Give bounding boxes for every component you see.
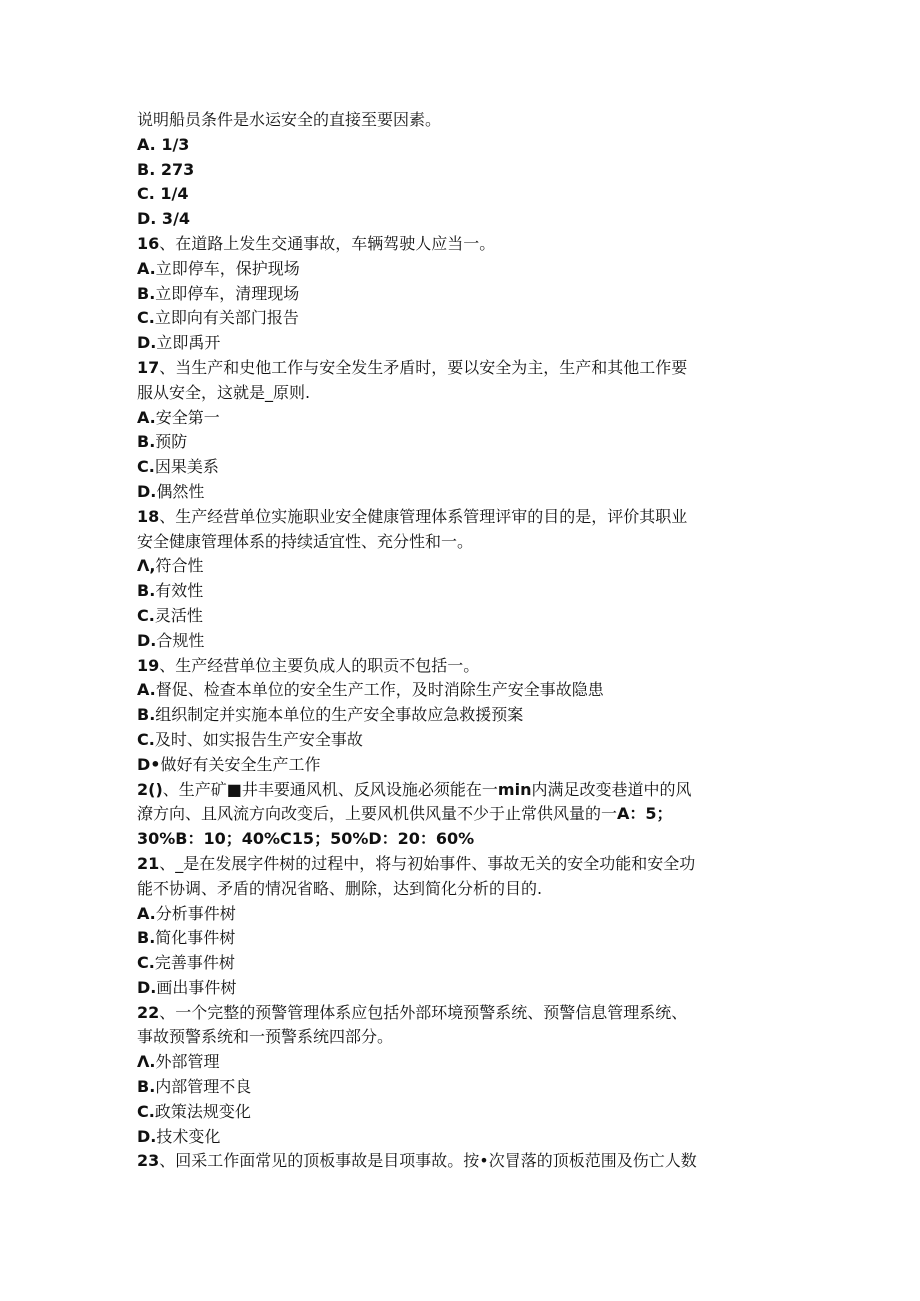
text-run: 偶然性: [156, 481, 205, 501]
text-line: [137, 852, 787, 877]
text-line: [137, 728, 787, 753]
text-line: [137, 1001, 787, 1026]
text-line: [137, 108, 787, 133]
text-line: [137, 505, 787, 530]
text-run: B.: [137, 1077, 156, 1097]
text-run: A.: [137, 680, 156, 700]
text-run: 安全第一: [155, 407, 220, 427]
text-line: [137, 1100, 787, 1125]
text-run: D.: [137, 977, 157, 997]
text-line: [137, 530, 787, 555]
text-run: D.: [137, 481, 157, 501]
text-run: 能不协调、矛盾的情况省略、删除，达到简化分析的目的.: [137, 878, 543, 898]
text-run: 完善事件树: [154, 953, 235, 973]
text-line: [137, 331, 787, 356]
text-run: 外部管理: [155, 1052, 220, 1072]
text-run: 安全健康管理体系的持续适宜性、充分性和一。: [137, 531, 474, 551]
text-run: 预防: [155, 432, 188, 452]
text-run: 技术变化: [156, 1126, 221, 1146]
text-line: [137, 877, 787, 902]
text-run: 服从安全，这就是_原则.: [137, 382, 311, 402]
text-run: A.: [137, 903, 156, 923]
text-run: B.: [137, 283, 156, 303]
text-run: 政策法规变化: [154, 1101, 251, 1121]
text-run: 、生产经营单位主要负成人的职贡不包括一。: [159, 655, 480, 675]
text-run: 17: [137, 357, 160, 377]
text-line: [137, 753, 787, 778]
text-run: 立即停车，保护现场: [155, 258, 300, 278]
text-line: [137, 579, 787, 604]
text-run: 21: [137, 853, 160, 873]
text-run: 、当生产和史他工作与安全发生矛盾时，要以安全为主，生产和其他工作要: [159, 357, 688, 377]
text-line: [137, 133, 787, 158]
text-line: [137, 1125, 787, 1150]
text-run: 说明船员条件是水运安全的直接至要因素。: [137, 110, 442, 129]
text-run: 井丰要通风机、反风设施必须能在一: [241, 779, 498, 799]
text-run: D. 3/4: [137, 209, 191, 229]
text-run: 分析事件树: [155, 903, 236, 923]
text-line: [137, 282, 787, 307]
text-run: C.: [137, 729, 155, 749]
text-line: [137, 356, 787, 381]
text-run: B. 273: [137, 159, 195, 179]
text-run: B.: [137, 928, 156, 948]
text-run: ■: [226, 779, 242, 799]
text-run: 、生产矿: [162, 779, 227, 799]
text-run: B.: [137, 705, 156, 725]
text-line: [137, 926, 787, 951]
text-line: [137, 1025, 787, 1050]
text-run: 立即向有关部门报告: [154, 308, 299, 328]
text-run: 事故预警系统和一预警系统四部分。: [137, 1027, 394, 1047]
text-run: C.: [137, 457, 155, 477]
text-run: 内满足改变巷道中的风: [531, 779, 692, 799]
text-run: 16: [137, 233, 160, 253]
text-line: [137, 480, 787, 505]
text-run: 符合性: [155, 556, 204, 576]
text-line: [137, 1050, 787, 1075]
text-line: [137, 1075, 787, 1100]
text-run: min: [497, 779, 532, 799]
text-run: 22: [137, 1002, 160, 1022]
text-run: 因果美系: [154, 457, 219, 477]
document-page: [137, 108, 787, 1174]
text-line: [137, 951, 787, 976]
text-line: [137, 406, 787, 431]
text-line: [137, 158, 787, 183]
text-line: [137, 802, 787, 827]
text-run: 30%B：10；40%C15；50%D：20：60%: [137, 829, 475, 849]
text-line: [137, 778, 787, 803]
text-line: [137, 455, 787, 480]
text-line: [137, 902, 787, 927]
text-line: [137, 703, 787, 728]
text-run: 19: [137, 655, 160, 675]
text-run: A.: [137, 258, 156, 278]
text-line: [137, 430, 787, 455]
text-line: [137, 827, 787, 852]
text-run: 做好有关安全生产工作: [160, 754, 321, 774]
text-run: 组织制定并实施本单位的生产安全事故应急救援预案: [155, 705, 524, 725]
text-run: 及时、如实报告生产安全事故: [154, 729, 363, 749]
text-run: B.: [137, 432, 156, 452]
text-line: [137, 654, 787, 679]
text-run: 简化事件树: [155, 928, 236, 948]
text-run: 23: [137, 1151, 160, 1171]
text-run: C.: [137, 1101, 155, 1121]
text-run: D.: [137, 1126, 157, 1146]
text-run: C.: [137, 605, 155, 625]
text-run: 有效性: [155, 581, 204, 601]
text-line: [137, 182, 787, 207]
text-line: [137, 604, 787, 629]
text-run: 督促、检查本单位的安全生产工作，及时消除生产安全事故隐患: [155, 680, 604, 700]
text-run: D.: [137, 333, 157, 353]
text-line: [137, 207, 787, 232]
text-run: 、一个完整的预警管理体系应包括外部环境预警系统、预警信息管理系统、: [159, 1002, 688, 1022]
text-run: B.: [137, 581, 156, 601]
text-run: 、回采工作面常见的顶板事故是目项事故。按•次冒落的顶板范围及伤亡人数: [159, 1151, 697, 1171]
text-run: 立即禹开: [156, 333, 221, 353]
text-line: [137, 629, 787, 654]
text-run: 画出事件树: [156, 977, 237, 997]
text-line: [137, 257, 787, 282]
text-line: [137, 1149, 787, 1174]
text-run: A. 1/3: [137, 134, 190, 154]
text-line: [137, 554, 787, 579]
text-run: D•: [137, 754, 161, 774]
text-run: Λ.: [137, 1052, 156, 1072]
text-run: 18: [137, 506, 160, 526]
text-run: A.: [137, 407, 156, 427]
text-run: 立即停车，清理现场: [155, 283, 300, 303]
text-run: A：5；: [617, 804, 673, 824]
text-run: 潦方向、且风流方向改变后，上要风机供风量不少于止常供风量的一: [137, 804, 618, 824]
text-run: 、在道路上发生交通事故，车辆驾驶人应当一。: [159, 233, 496, 253]
text-run: 内部管理不良: [155, 1077, 252, 1097]
text-run: C. 1/4: [137, 184, 189, 204]
text-line: [137, 306, 787, 331]
text-line: [137, 381, 787, 406]
text-run: Λ,: [137, 556, 156, 576]
text-run: 合规性: [156, 630, 205, 650]
text-line: [137, 976, 787, 1001]
text-run: C.: [137, 308, 155, 328]
text-run: 、生产经营单位实施职业安全健康管理体系管理评审的目的是，评价其职业: [159, 506, 688, 526]
text-line: [137, 678, 787, 703]
text-run: 、_是在发展字件树的过程中，将与初始事件、事故无关的安全功能和安全功: [159, 853, 696, 873]
text-line: [137, 232, 787, 257]
text-run: 灵活性: [154, 605, 203, 625]
text-run: D.: [137, 630, 157, 650]
text-run: C.: [137, 953, 155, 973]
text-run: 2(): [137, 779, 163, 799]
